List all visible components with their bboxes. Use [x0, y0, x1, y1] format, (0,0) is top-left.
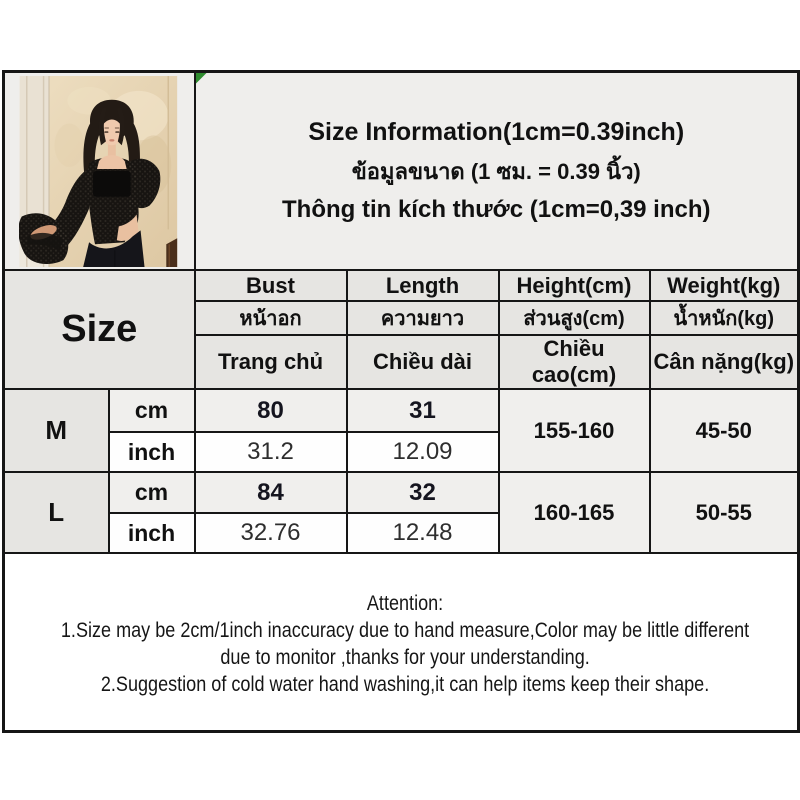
l-length-inch: 12.48 [347, 513, 499, 553]
l-bust-inch: 32.76 [195, 513, 347, 553]
col-header-weight-vi: Cân nặng(kg) [650, 335, 799, 389]
col-header-weight-en: Weight(kg) [650, 270, 799, 301]
table-row [4, 389, 799, 432]
model-photo [19, 76, 178, 267]
col-header-length-vi: Chiều dài [347, 335, 499, 389]
unit-inch-label: inch [109, 432, 195, 472]
attention-section [4, 553, 799, 732]
m-weight-range: 45-50 [650, 389, 799, 472]
col-header-height-vi: Chiều cao(cm) [499, 335, 650, 389]
col-header-bust-vi: Trang chủ [195, 335, 347, 389]
attention-line: 1.Size may be 2cm/1inch inaccuracy due to hand measure,Color may be little different [60, 617, 750, 642]
attention-line: 2.Suggestion of cold water hand washing,it can help items keep their shape. [100, 671, 710, 696]
col-header-height-en: Height(cm) [499, 270, 650, 301]
size-l-label: L [4, 472, 109, 553]
attention-heading: Attention: [366, 590, 444, 615]
attention-text [5, 587, 799, 698]
unit-inch-label: inch [109, 513, 195, 553]
m-length-inch: 12.09 [347, 432, 499, 472]
product-photo-cell [4, 72, 195, 271]
m-bust-cm: 80 [195, 389, 347, 432]
m-bust-inch: 31.2 [195, 432, 347, 472]
title-cell [195, 72, 799, 271]
size-chart-table [2, 70, 800, 733]
title-thai: ข้อมูลขนาด (1 ซม. = 0.39 นิ้ว) [351, 159, 641, 184]
unit-cm-label: cm [109, 389, 195, 432]
title-english: Size Information(1cm=0.39inch) [308, 118, 685, 146]
title-vietnamese: Thông tin kích thước (1cm=0,39 inch) [282, 196, 711, 223]
l-height-range: 160-165 [499, 472, 650, 553]
l-length-cm: 32 [347, 472, 499, 513]
col-header-bust-en: Bust [195, 270, 347, 301]
m-height-range: 155-160 [499, 389, 650, 472]
table-row [4, 472, 799, 513]
col-header-height-th: ส่วนสูง(cm) [499, 301, 650, 335]
col-header-length-th: ความยาว [347, 301, 499, 335]
l-weight-range: 50-55 [650, 472, 799, 553]
col-header-length-en: Length [347, 270, 499, 301]
size-m-label: M [4, 389, 109, 472]
attention-line: due to monitor ,thanks for your understanding. [220, 644, 590, 669]
size-header: Size [4, 270, 195, 389]
col-header-weight-th: น้ำหนัก(kg) [650, 301, 799, 335]
m-length-cm: 31 [347, 389, 499, 432]
l-bust-cm: 84 [195, 472, 347, 513]
unit-cm-label: cm [109, 472, 195, 513]
col-header-bust-th: หน้าอก [195, 301, 347, 335]
